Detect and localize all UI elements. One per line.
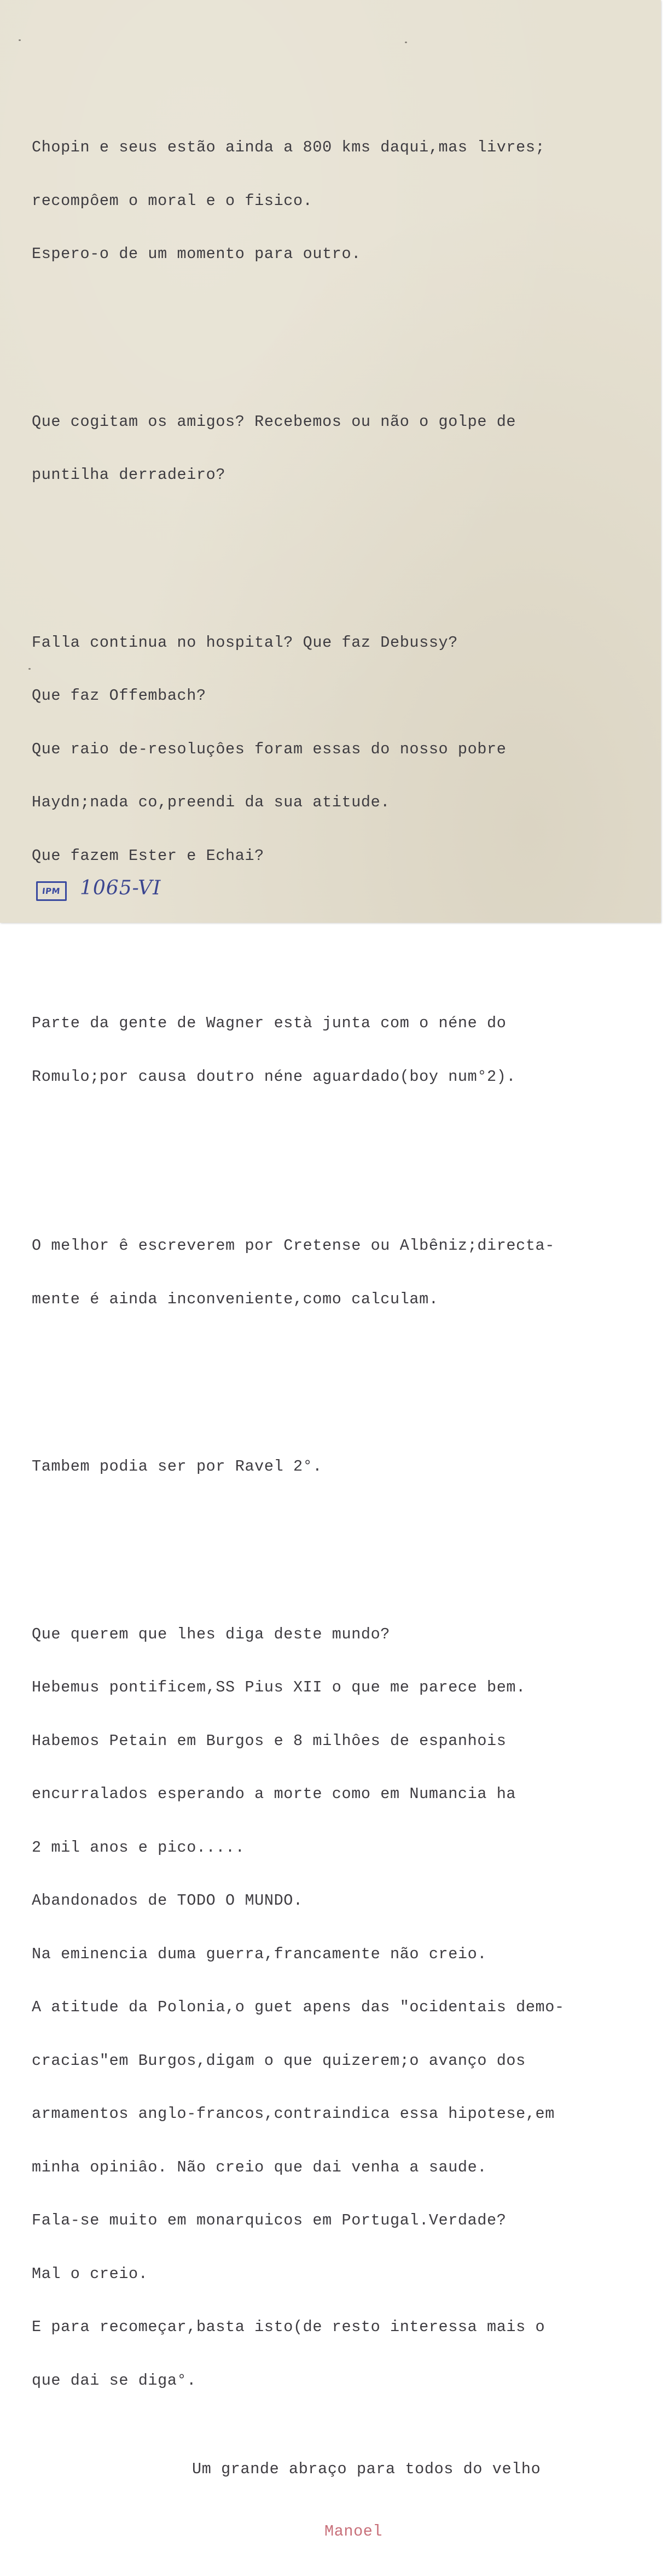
text-line: recompôem o moral e o fisico. <box>32 191 313 210</box>
paragraph-3 <box>32 599 650 901</box>
paragraph-1 <box>32 103 650 299</box>
text-line: Chopin e seus estão ainda a 800 kms daqui,mas livres; <box>32 138 545 156</box>
text-line: armamentos anglo-francos,contraindica essa hipotese,em <box>32 2105 555 2123</box>
archive-number: 1065-VI <box>80 877 161 899</box>
text-line: Na eminencia duma guerra,francamente não creio. <box>32 1945 487 1963</box>
paragraph-2 <box>32 378 650 520</box>
paragraph-7 <box>32 1590 650 2426</box>
text-line: Fala-se muito em monarquicos em Portugal.Verdade? <box>32 2211 507 2229</box>
text-line: 2 mil anos e pico..... <box>32 1838 245 1857</box>
letter-body <box>32 68 650 2576</box>
text-line: A atitude da Polonia,o guet apens das "ocidentais demo- <box>32 1998 565 2016</box>
text-line: Que raio de-resoluçôes foram essas do nosso pobre <box>32 740 507 758</box>
text-line: mente é ainda inconveniente,como calculam. <box>32 1290 439 1308</box>
text-line: Parte da gente de Wagner està junta com o néne do <box>32 1014 507 1032</box>
text-line: Hebemus pontificem,SS Pius XII o que me parece bem. <box>32 1678 526 1696</box>
text-line: Abandonados de TODO O MUNDO. <box>32 1892 303 1910</box>
text-line: Espero-o de um momento para outro. <box>32 245 361 263</box>
closing-line: Um grande abraço para todos do velho <box>192 2460 541 2478</box>
text-line: O melhor ê escreverem por Cretense ou Albêniz;directa- <box>32 1237 555 1255</box>
text-line: puntilha derradeiro? <box>32 466 226 484</box>
text-line: Que fazem Ester e Echai? <box>32 846 264 865</box>
text-line: Haydn;nada co,preendi da sua atitude. <box>32 793 391 811</box>
text-line: encurralados esperando a morte como em Numancia ha <box>32 1785 516 1803</box>
text-line: minha opiniâo. Não creio que dai venha a saude. <box>32 2158 487 2176</box>
signature: Manoel <box>324 2522 383 2540</box>
text-line: Que faz Offembach? <box>32 687 206 705</box>
paragraph-5 <box>32 1202 650 1344</box>
text-line: Mal o creio. <box>32 2264 148 2283</box>
text-line: que dai se diga°. <box>32 2371 196 2390</box>
text-line: Que cogitam os amigos? Recebemos ou não o golpe de <box>32 412 516 431</box>
text-line: Habemos Petain em Burgos e 8 milhôes de espanhois <box>32 1731 507 1750</box>
text-line: Falla continua no hospital? Que faz Debussy? <box>32 633 458 652</box>
text-line: Que querem que lhes diga deste mundo? <box>32 1625 391 1643</box>
text-line: Tambem podia ser por Ravel 2°. <box>32 1457 323 1476</box>
archive-stamp-label: IPM <box>42 886 61 896</box>
paragraph-4 <box>32 979 650 1121</box>
paper-speck <box>28 668 31 670</box>
paper-speck <box>19 39 21 41</box>
archive-stamp <box>36 881 67 901</box>
text-line: E para recomeçar,basta isto(de resto interessa mais o <box>32 2318 545 2336</box>
text-line: Romulo;por causa doutro néne aguardado(boy num°2). <box>32 1067 516 1086</box>
paragraph-6 <box>32 1422 650 1512</box>
paper-speck <box>405 42 407 43</box>
text-line: cracias"em Burgos,digam o que quizerem;o avanço dos <box>32 2051 526 2070</box>
